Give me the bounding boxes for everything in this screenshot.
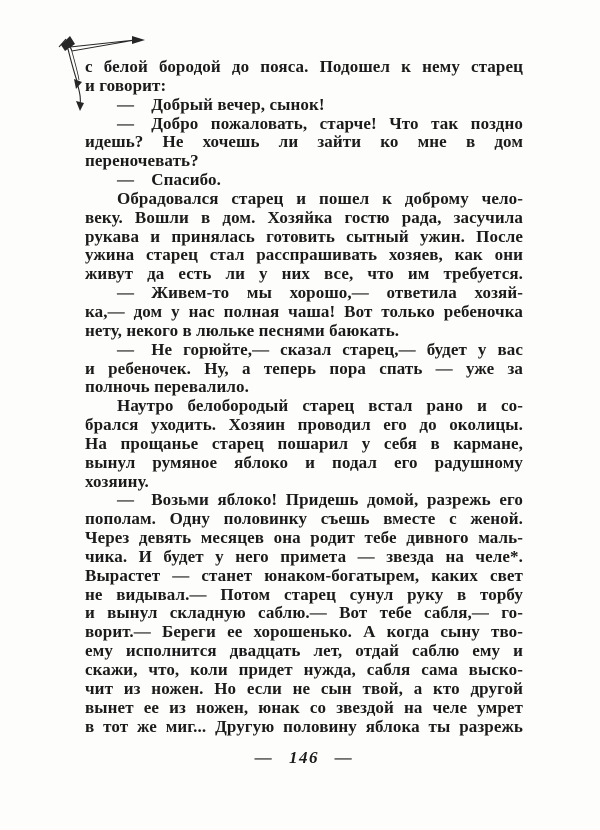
text-line: ворит.— Береги ее хорошенько. А когда сыну тво- <box>85 623 523 642</box>
text-line: скажи, что, коли придет нужда, сабля сама выско- <box>85 661 523 679</box>
text-line: ему исполнится двадцать лет, отдай саблю ему и <box>85 642 523 661</box>
text-line: Через девять месяцев она родит тебе дивного маль- <box>85 529 523 548</box>
text-line: и говорит: <box>85 76 167 95</box>
text-line: Наутро белобородый старец встал рано и со- <box>117 397 523 416</box>
text-line: чика. И будет у него примета — звезда на челе*. <box>85 547 523 566</box>
text-line: чит из ножен. Но если не сын твой, а кто другой <box>85 679 523 698</box>
page-number: — 146 — <box>254 748 354 767</box>
text-line: и ребеночек. Ну, а теперь пора спать — уже за <box>85 359 523 378</box>
text-line: Вырастет — станет юнаком-богатырем, каких свет <box>85 566 523 585</box>
text-line: — Спасибо. <box>117 171 221 190</box>
text-line: нету, некого в люльке песнями баюкать. <box>85 321 400 340</box>
text-line: переночевать? <box>85 152 199 171</box>
text-line: Обрадовался старец и пошел к доброму чело- <box>117 189 523 208</box>
text-line: идешь? Не хочешь ли зайти ко мне в дом <box>85 133 523 152</box>
text-line: веку. Вошли в дом. Хозяйка гостю рада, засучила <box>85 208 523 227</box>
story-text <box>85 58 523 736</box>
text-line: вынет ее из ножен, юнак со звездой на челе умрет <box>85 698 523 717</box>
text-line: не видывал.— Потом старец сунул руку в торбу <box>85 585 523 604</box>
text-line: — Возьми яблоко! Придешь домой, разрежь его <box>117 491 523 510</box>
text-line: — Добро пожаловать, старче! Что так поздно <box>117 114 523 133</box>
text-line: брался уходить. Хозяин проводил его до околицы. <box>85 416 523 435</box>
text-line: в тот же миг... Другую половину яблока ты разрежь <box>85 717 523 736</box>
text-line: ужина старец стал расспрашивать хозяев, как они <box>85 246 523 265</box>
text-line: — Живем-то мы хорошо,— ответила хозяй- <box>117 284 523 303</box>
text-line: рукава и принялась готовить сытный ужин. После <box>85 227 523 246</box>
text-line: пополам. Одну половинку съешь вместе с женой. <box>85 510 523 529</box>
text-line: На прощанье старец пошарил у себя в кармане, <box>85 434 523 453</box>
text-line: с белой бородой до пояса. Подошел к нему старец <box>85 58 523 76</box>
text-line: — Не горюйте,— сказал старец,— будет у вас <box>117 340 523 359</box>
text-line: живут да есть ли у них все, что им требуется. <box>85 265 523 284</box>
text-line: и вынул складную саблю.— Вот тебе сабля,— го- <box>85 604 523 623</box>
text-line: полночь перевалило. <box>85 378 249 397</box>
text-line: вынул румяное яблоко и подал его радушному <box>85 453 523 472</box>
text-line: хозяину. <box>85 472 149 491</box>
text-line: ка,— дом у нас полная чаша! Вот только ребеночка <box>85 302 523 321</box>
text-line: — Добрый вечер, сынок! <box>117 95 325 114</box>
